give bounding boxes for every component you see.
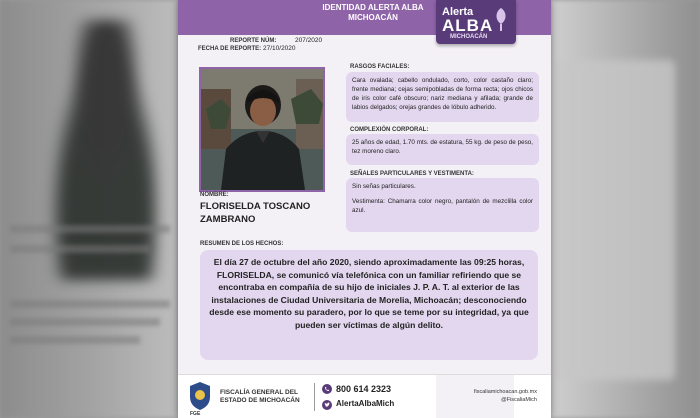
summary-label: RESUMEN DE LOS HECHOS: xyxy=(200,241,284,247)
name-value: FLORISELDA TOSCANO ZAMBRANO xyxy=(200,201,311,225)
blurred-text-line xyxy=(10,318,160,326)
report-number-value: 207/2020 xyxy=(295,37,323,44)
marks-box xyxy=(346,178,539,232)
phone-icon xyxy=(322,384,332,394)
footer-divider xyxy=(314,383,315,411)
clothing-text: Vestimenta: Chamarra color negro, pantalón de mezclilla color azul. xyxy=(352,198,533,214)
blurred-person xyxy=(40,20,160,280)
report-date-label: FECHA DE REPORTE: xyxy=(198,46,262,52)
alert-poster xyxy=(178,0,551,418)
report-date-value: 27/10/2020 xyxy=(263,45,296,52)
website-handle: @FiscaliaMich xyxy=(501,397,537,403)
blurred-right-card xyxy=(555,60,675,380)
facial-features-label: RASGOS FACIALES: xyxy=(350,64,410,70)
facial-features-text: Cara ovalada; cabello ondulado, corto, color castaño claro; frente mediana; cejas semipobladas de forma recta; ojos chicos de iris color café obscuro; nariz mediana y afilada; grande de labios delgados; orejas grandes de lóbulo adherido. xyxy=(352,77,533,111)
header-title xyxy=(298,3,448,23)
flower-icon xyxy=(491,6,511,32)
marks-label: SEÑALES PARTICULARES Y VESTIMENTA: xyxy=(350,171,474,177)
logo-line2: ALBA xyxy=(442,16,494,35)
blurred-text-line xyxy=(10,336,140,344)
name-label: NOMBRE: xyxy=(200,192,229,198)
website-url: fiscaliamichoacan.gob.mx xyxy=(474,389,537,395)
logo-line1: Alerta xyxy=(442,6,474,18)
website-info xyxy=(474,388,537,404)
twitter-icon xyxy=(322,400,332,410)
body-box xyxy=(346,134,539,165)
summary-box xyxy=(200,250,538,360)
body-text: 25 años de edad, 1.70 mts. de estatura, 55 kg. de peso de peso, tez moreno claro. xyxy=(352,139,533,155)
summary-text: El día 27 de octubre del año 2020, siendo aproximadamente las 09:25 horas, FLORISELDA, se comunicó vía telefónica con un familiar refiriendo que se encontraba en compañía de su hijo de iniciales J. P. A. T. al exterior de las instalaciones de Ciudad Universitaria de Morelia, Michoacán; desconociendo desde ese momento su paradero, por lo que se teme por su integridad, ya que pueden ser víctimas de algún delito. xyxy=(209,257,529,330)
header-title-line2: MICHOACÁN xyxy=(348,13,398,22)
blurred-text-line xyxy=(10,300,170,308)
phone-number: 800 614 2323 xyxy=(336,384,392,394)
facial-features-box xyxy=(346,72,539,122)
marks-text: Sin señas particulares. xyxy=(352,183,416,190)
missing-person-photo xyxy=(199,67,325,192)
blurred-text-line xyxy=(10,245,150,253)
logo-line3: MICHOACÁN xyxy=(450,34,488,40)
header-title-line1: IDENTIDAD ALERTA ALBA xyxy=(322,3,424,12)
twitter-handle: AlertaAlbaMich xyxy=(336,399,395,408)
fiscalia-line2: ESTADO DE MICHOACÁN xyxy=(220,397,300,404)
fiscalia-name xyxy=(220,389,300,405)
blurred-text-line xyxy=(10,225,170,233)
body-label: COMPLEXIÓN CORPORAL: xyxy=(350,127,429,133)
report-number-label: REPORTE NÚM: xyxy=(230,38,277,44)
fge-label: FGE xyxy=(190,411,201,417)
fiscalia-line1: FISCALÍA GENERAL DEL xyxy=(220,389,299,396)
footer xyxy=(178,374,551,418)
fge-shield-icon xyxy=(188,381,212,411)
alerta-alba-logo xyxy=(436,0,516,44)
